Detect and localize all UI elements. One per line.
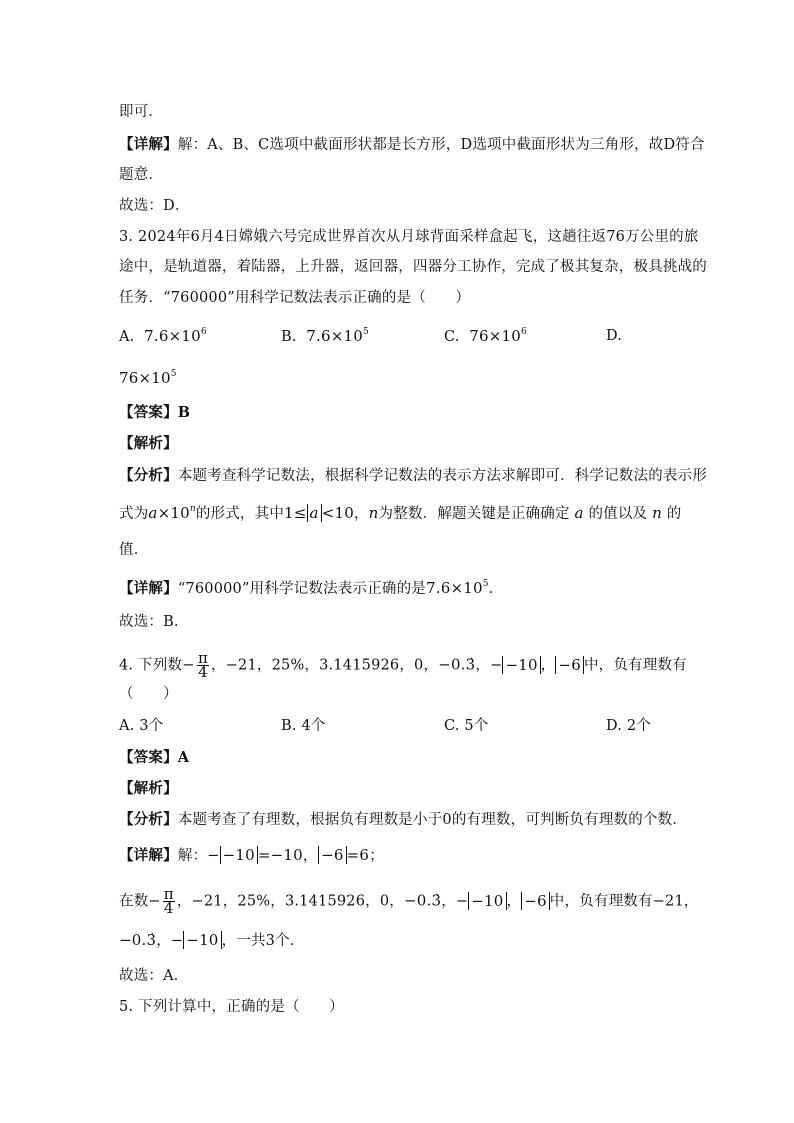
- analysis-heading: 【解析】: [119, 780, 178, 797]
- section-tag: 【详解】: [119, 136, 178, 153]
- answer-line: 【答案】A: [119, 749, 190, 766]
- text-line: [119, 102, 163, 122]
- text-line: [119, 165, 163, 185]
- question-3-line-3: [119, 288, 470, 308]
- section-tag: 【详解】: [119, 580, 178, 597]
- option-d: D. 2个: [606, 718, 652, 734]
- analysis-heading: 【解析】: [119, 435, 178, 452]
- question-4-line-2: （ ）: [119, 686, 178, 702]
- analysis-line-2: 式为$a\times 10^n$的形式，其中1≤ a <10，n为整数．解题关键是正确确定 a 的值以及 n 的: [119, 504, 682, 522]
- text: 途中，是轨道器，着陆器，上升器，返回器，四器分工协作，完成了极其复杂，极具挑战的: [119, 259, 707, 275]
- text: 任务．“760000”用科学记数法表示正确的是（ ）: [119, 290, 471, 306]
- text-line: [119, 196, 190, 216]
- text: 3. 2024年6月4日嫦娥六号完成世界首次从月球背面采样盒起飞，这趟往返76万公里的旅: [119, 229, 699, 245]
- option-c: C. 5个: [444, 718, 489, 734]
- option-a: A. 3个: [119, 718, 164, 734]
- choose-line: 故选：B．: [119, 614, 189, 630]
- section-tag: 【详解】: [119, 847, 178, 864]
- option-d-value: $76\times 10^5$: [119, 369, 177, 387]
- text: 故选：D．: [119, 198, 190, 214]
- analysis-line: 【分析】本题考查了有理数，根据负有理数是小于0的有理数，可判断负有理数的个数．: [119, 811, 688, 828]
- option-c: C. $76\times 10^6$: [444, 327, 527, 345]
- answer-line: 【答案】B: [119, 404, 191, 421]
- option-b: B. $7.6\times 10^5$: [281, 327, 369, 345]
- fraction: $\frac{\pi}{4}$: [163, 885, 174, 917]
- question-5-line-1: 5. 下列计算中，正确的是（ ）: [119, 999, 344, 1015]
- question-4-options: [119, 716, 679, 736]
- text: 解：A、B、C选项中截面形状都是长方形，D选项中截面形状为三角形，故D符合: [177, 137, 705, 153]
- question-3-line-2: [119, 257, 707, 277]
- question-4-line-1: 4. 下列数− $\frac{\pi}{4}$ ，−21，25%，3.1415926，0，−0.3̇，− −10 ， −6 中，负有理数有: [119, 649, 687, 681]
- question-3-options: [119, 326, 679, 346]
- text-line: [119, 135, 705, 155]
- analysis-line-1: 【分析】本题考查科学记数法，根据科学记数法的表示方法求解即可．科学记数法的表示形: [119, 467, 708, 484]
- question-3-line-1: [119, 227, 699, 247]
- text: 即可．: [119, 104, 164, 120]
- choose-line: 故选：A．: [119, 968, 189, 984]
- fraction: $\frac{\pi}{4}$: [197, 649, 208, 681]
- detail-line: 【详解】“760000”用科学记数法表示正确的是$7.6\times 10^5$．: [119, 579, 504, 597]
- option-a: A. $7.6\times 10^6$: [119, 327, 207, 345]
- option-b: B. 4个: [281, 718, 326, 734]
- section-tag: 【分析】: [119, 467, 178, 484]
- detail-line-3: −0.3̇，− −10 ，一共3个．: [119, 931, 305, 949]
- analysis-line-3: 值．: [119, 542, 149, 558]
- option-d: D.: [606, 328, 623, 344]
- text: 题意．: [119, 167, 164, 183]
- section-tag: 【分析】: [119, 811, 178, 828]
- detail-line-2: 在数− $\frac{\pi}{4}$ ，−21，25%，3.1415926，0，−0.3̇，− −10 ， −6 中，负有理数有−21，: [119, 885, 699, 917]
- detail-line-1: 【详解】解：− −10 =−10， −6 =6；: [119, 846, 385, 864]
